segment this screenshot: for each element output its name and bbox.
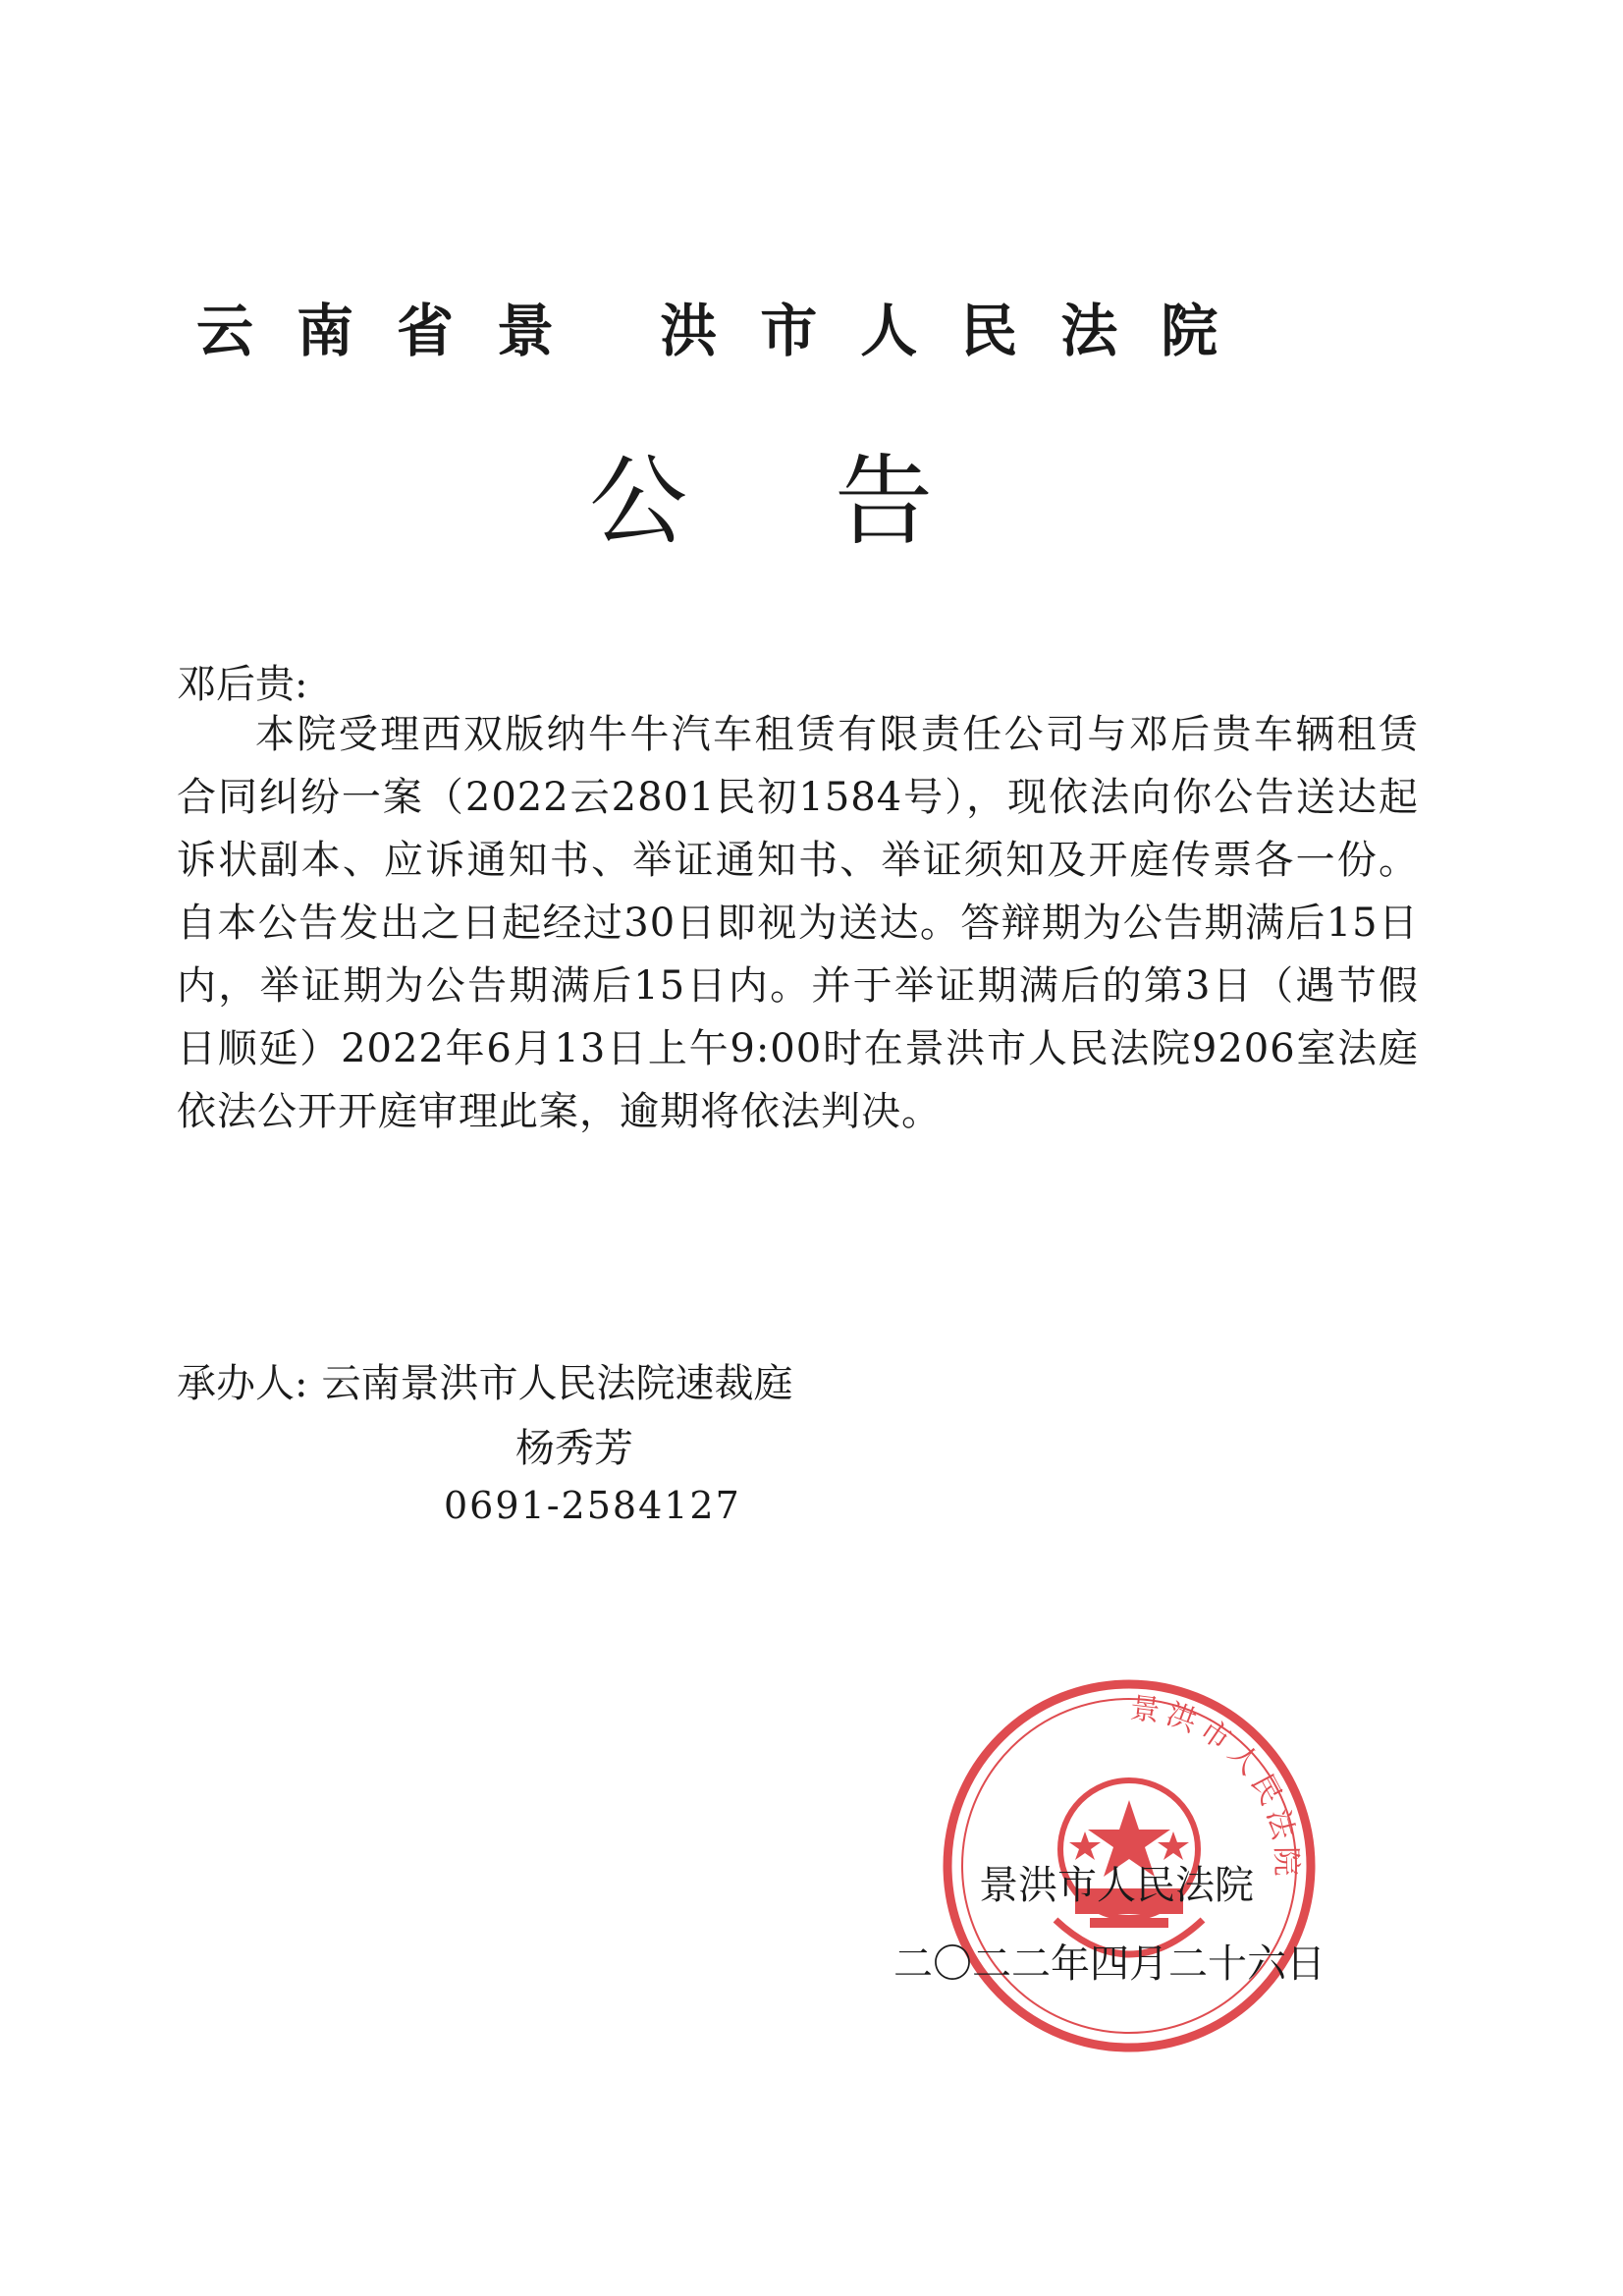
notice-body: 本院受理西双版纳牛牛汽车租赁有限责任公司与邓后贵车辆租赁合同纠纷一案（2022云2801民初1584号），现依法向你公告送达起诉状副本、应诉通知书、举证通知书、举证须知及开庭传票各一份。自本公告发出之日起经过30日即视为送达。答辩期为公告期满后15日内，举证期为公告期满后15日内。并于举证期满后的第3日（遇节假日顺延）2022年6月13日上午9:00时在景洪市人民法院9206室法庭依法公开开庭审理此案，逾期将依法判决。 <box>177 712 1419 1134</box>
addressee: 邓后贵: <box>177 662 308 707</box>
document-title: 公告 <box>589 444 1080 559</box>
issue-date: 二〇二二年四月二十六日 <box>893 1941 1325 1987</box>
handler-line <box>177 1350 792 1417</box>
court-name: 云南省景 洪市人民法院 <box>196 298 1262 364</box>
issuing-court: 景洪市人民法院 <box>979 1863 1254 1908</box>
handler-name: 杨秀芳 <box>515 1426 633 1471</box>
handler-phone: 0691-2584127 <box>444 1484 741 1527</box>
handler-label: 承办人: <box>177 1361 308 1406</box>
handler-department: 云南景洪市人民法院速裁庭 <box>321 1361 793 1406</box>
seal-text: 景洪市人民法院 <box>1128 1691 1304 1883</box>
